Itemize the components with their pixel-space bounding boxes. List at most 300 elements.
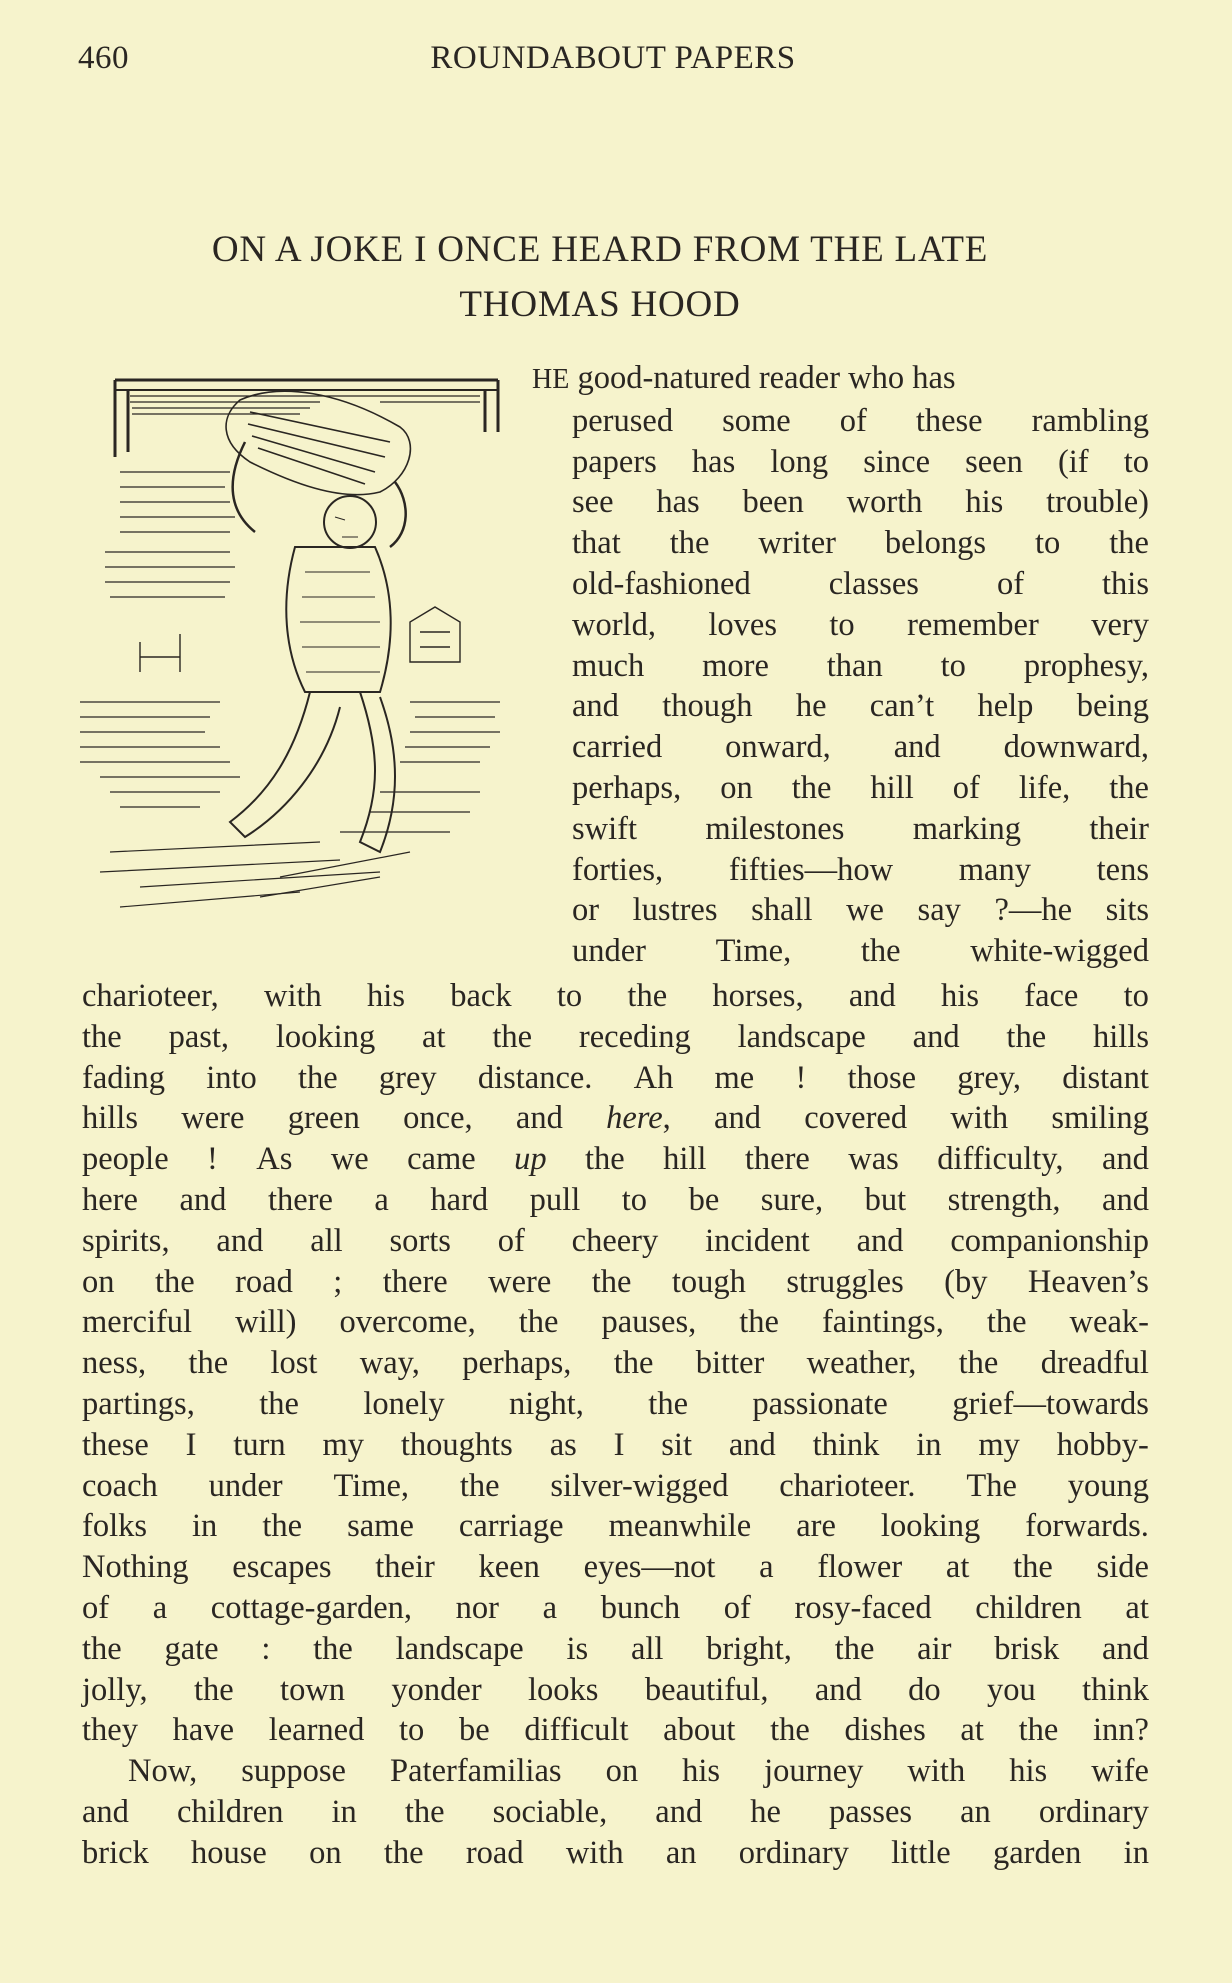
text-line [82,1792,1149,1833]
word: air [917,1630,952,1667]
chapter-title-line-1: ON A JOKE I ONCE HEARD FROM THE LATE [211,229,989,270]
word: was [848,1141,899,1178]
word: charioteer, [82,978,219,1014]
word: weak- [1069,1304,1149,1341]
word: carried [572,729,663,766]
text-line [572,523,1149,564]
word: to [556,978,583,1014]
word: keen [478,1549,540,1586]
word: yonder [391,1671,482,1708]
word: to [1123,978,1149,1014]
word: children [176,1793,284,1830]
word: fifties—how [728,851,894,888]
word: these [82,1426,149,1463]
word: see [572,484,614,521]
word: and [1101,1141,1149,1178]
word: in [916,1426,942,1463]
word: into [206,1059,257,1096]
word: shall [751,892,813,929]
word: bright, [706,1630,792,1667]
word: town [280,1671,346,1708]
word: the [1013,1549,1053,1586]
word: a [152,1589,168,1626]
word: my [978,1426,1020,1463]
word: up [514,1141,547,1178]
word: cheery [571,1222,659,1259]
word: pauses, [601,1304,697,1341]
word: help [977,688,1034,725]
word: ! [795,1059,807,1096]
word: The [966,1467,1017,1504]
word: learned [268,1712,365,1749]
text-line [572,890,1149,931]
text-line [82,1139,1149,1180]
word: Now, [128,1753,198,1790]
word: think [1082,1671,1149,1708]
body-paragraphs [82,976,1149,1874]
word: the [1006,1018,1047,1055]
word: struggles [786,1263,904,1300]
word: an [960,1793,991,1830]
word: belongs [884,525,987,562]
word: were [181,1100,245,1137]
word: ordinary [738,1834,849,1871]
text-line [572,727,1149,768]
word: road [465,1834,524,1871]
word: : [261,1630,271,1667]
word: ! [207,1141,218,1178]
word: sits [1105,892,1149,929]
word: since [863,443,930,480]
text-line [82,1547,1149,1588]
drop-cap-letter [438,400,478,460]
word: folks [82,1508,147,1545]
word: are [796,1508,836,1545]
text-line [572,809,1149,850]
word: on [605,1753,639,1790]
word: has [691,443,736,480]
word: some [722,402,791,439]
text-line [82,1833,1149,1874]
word: suppose [241,1753,346,1790]
word: distant [1062,1059,1149,1096]
word: green [287,1100,360,1137]
word: though [662,688,753,725]
word: on [82,1263,115,1300]
word: side [1096,1549,1149,1586]
word: As [256,1141,293,1178]
word: the [404,1793,445,1830]
page-number: 460 [78,40,129,76]
word: I [613,1426,625,1463]
chapter-title [100,222,1100,332]
word: his [1009,1753,1048,1790]
word: the [613,1345,654,1382]
word: as [549,1426,577,1463]
word: grief—towards [952,1385,1149,1422]
word: on [720,769,753,806]
word: grey, [957,1059,1022,1096]
word: prophesy, [1023,647,1149,684]
word: perhaps, [462,1345,572,1382]
word: their [375,1549,435,1586]
word: the [834,1630,875,1667]
word: and [572,688,619,725]
word: to [940,647,966,684]
word: the [492,1018,533,1055]
word: their [1089,810,1149,847]
word: more [702,647,769,684]
word: way, [359,1345,420,1382]
word: with [565,1834,624,1871]
word: with [950,1100,1009,1137]
text-line [532,358,1149,401]
word: hill [870,769,914,806]
word: the [154,1263,195,1300]
word: nor [455,1589,499,1626]
word: and [856,1222,904,1259]
word: landscape [395,1630,524,1667]
word: marking [912,810,1022,847]
word: and [893,729,941,766]
word: can’t [869,688,935,725]
word: old-fashioned [572,565,751,602]
text-line [572,605,1149,646]
word: the [770,1712,810,1749]
word: do [908,1671,941,1708]
word: people [82,1141,169,1178]
word: Paterfamilias [390,1753,562,1790]
text-line [82,1098,1149,1139]
text-line [82,1588,1149,1629]
word: in [331,1793,357,1830]
text-line [572,401,1149,442]
text-line [572,931,1149,972]
word: is [566,1630,589,1667]
word: dishes [844,1712,926,1749]
word: and [912,1018,960,1055]
word: with [264,978,322,1014]
word: an [665,1834,697,1871]
word: swift [572,810,637,847]
word: a [542,1589,558,1626]
word: turn [233,1426,286,1463]
word: the [82,1018,122,1055]
text-line [82,976,1149,1017]
word: looking [880,1508,981,1545]
word: and [655,1793,703,1830]
word: hobby- [1056,1426,1149,1463]
word: back [450,978,512,1014]
running-head [78,40,1148,90]
word: being [1076,688,1149,725]
word: overcome, [339,1304,476,1341]
word: and [814,1671,862,1708]
word: were [488,1263,552,1300]
word: passes [828,1793,913,1830]
word: of [497,1222,525,1259]
word: ness, [82,1345,147,1382]
text-line [82,1506,1149,1547]
word: has [656,484,700,521]
running-title: ROUNDABOUT PAPERS [430,40,796,76]
word: passionate [752,1385,888,1422]
word: face [1024,978,1079,1014]
word: and [714,1100,761,1137]
word: of [723,1589,751,1626]
word: the [518,1304,559,1341]
word: we [846,892,884,929]
word: coach [82,1467,158,1504]
word: be [688,1181,720,1218]
word: and [82,1793,129,1830]
word: (by [944,1263,988,1300]
word: milestones [705,810,845,847]
word: forwards. [1025,1508,1149,1545]
word: journey [764,1753,864,1790]
word: little [891,1834,951,1871]
text-line [82,1384,1149,1425]
word: tens [1096,851,1149,888]
word: house [191,1834,267,1871]
word: and [1102,1181,1149,1218]
word: night, [508,1385,584,1422]
word: world, [572,606,656,643]
word: spirits, [82,1222,170,1259]
word: rosy-faced [794,1589,932,1626]
word: a [759,1549,774,1586]
word: the [188,1345,229,1382]
text-line [572,564,1149,605]
word: eyes—not [583,1549,716,1586]
word: and [515,1100,563,1137]
word: same [347,1508,414,1545]
word: young [1067,1467,1149,1504]
word: the [1018,1712,1059,1749]
word: to [399,1712,425,1749]
word: ordinary [1038,1793,1149,1830]
word: this [1102,565,1149,602]
word: the [297,1059,338,1096]
word: his [367,978,405,1014]
word: remember [907,606,1039,643]
word: have [172,1712,235,1749]
word: carriage [458,1508,564,1545]
word: the [1109,769,1149,806]
word: the [193,1671,234,1708]
word: difficult [524,1712,629,1749]
word: worth [846,484,923,521]
word: will) [235,1304,297,1341]
text-line [82,1180,1149,1221]
drop-cap-continuation: HE [532,364,570,395]
word: in [1123,1834,1149,1871]
text-line [572,646,1149,687]
chapter-title-line-2: THOMAS HOOD [459,284,741,325]
text-line [572,482,1149,523]
word: Time, [333,1467,410,1504]
word: and [1101,1630,1149,1667]
word: he [795,688,827,725]
word: wife [1091,1753,1149,1790]
word: the [82,1630,122,1667]
word: and [179,1181,227,1218]
word: fading [82,1059,166,1096]
word: say [917,892,961,929]
word: there [267,1181,333,1218]
word: charioteer. [779,1467,916,1504]
word: tough [671,1263,746,1300]
word: to [1123,443,1149,480]
text-line [82,1058,1149,1099]
word: covered [804,1100,908,1137]
word: companionship [950,1222,1149,1259]
word: forties, [572,851,664,888]
word: the [627,978,668,1014]
word: on [309,1834,342,1871]
word: my [322,1426,365,1463]
word: pull [529,1181,581,1218]
word: Ah [633,1059,674,1096]
text-line [82,1302,1149,1343]
word: the [739,1304,779,1341]
text-line [82,1466,1149,1507]
word: past, [168,1018,230,1055]
word: he [750,1793,781,1830]
word: the [591,1263,632,1300]
word: the [1109,525,1149,562]
word: thoughts [400,1426,513,1463]
word: here, [606,1100,671,1137]
word: his [965,484,1004,521]
word: downward, [1003,729,1149,766]
word: sociable, [492,1793,608,1830]
word: gate [164,1630,219,1667]
word: we [330,1141,369,1178]
word: much [572,647,645,684]
word: the [648,1385,689,1422]
word: incident [705,1222,810,1259]
word: classes [828,565,919,602]
word: the [585,1141,625,1178]
text-line [82,1017,1149,1058]
text-line [82,1425,1149,1466]
word: at [960,1712,984,1749]
word: sure, [760,1181,824,1218]
word: with [907,1753,966,1790]
word: all [630,1630,664,1667]
text-line [572,442,1149,483]
word: weather, [806,1345,917,1382]
word: hard [430,1181,489,1218]
word: strength, [947,1181,1061,1218]
word: under [208,1467,283,1504]
word: these [915,402,983,439]
word: and [216,1222,264,1259]
word: onward, [725,729,831,766]
text-line [572,768,1149,809]
word: think [812,1426,880,1463]
word: in [192,1508,218,1545]
word: the [383,1834,424,1871]
word: rambling [1031,402,1149,439]
line-text: good-natured reader who has [569,360,956,396]
word: ?—he [994,892,1073,929]
word: children [975,1589,1082,1626]
word: lustres [632,892,718,929]
word: cottage-garden, [210,1589,413,1626]
word: at [1125,1589,1149,1626]
word: the [986,1304,1027,1341]
word: grey [378,1059,437,1096]
word: I [185,1426,197,1463]
text-line [82,1343,1149,1384]
word: the [262,1508,303,1545]
word: brick [82,1834,149,1871]
word: than [826,647,883,684]
word: jolly, [82,1671,148,1708]
opening-paragraph [532,358,1149,972]
word: escapes [232,1549,332,1586]
word: Heaven’s [1027,1263,1149,1300]
word: perhaps, [572,769,682,806]
word: distance. [477,1059,593,1096]
word: Time, [715,933,792,970]
word: many [958,851,1031,888]
word: smiling [1051,1100,1149,1137]
word: life, [1018,769,1071,806]
word: the [669,525,710,562]
word: beautiful, [644,1671,769,1708]
word: of [82,1589,110,1626]
word: landscape [737,1018,866,1055]
word: a [374,1181,389,1218]
word: seen [965,443,1023,480]
word: under [572,933,646,970]
word: ; [333,1263,343,1300]
word: receding [578,1018,691,1055]
word: all [310,1222,343,1259]
word: silver-wigged [550,1467,729,1504]
word: about [663,1712,736,1749]
word: writer [758,525,836,562]
word: hills [1092,1018,1149,1055]
text-line [82,1710,1149,1751]
text-line [82,1751,1149,1792]
word: flower [817,1549,903,1586]
word: me [714,1059,755,1096]
word: papers [572,443,657,480]
text-line [82,1262,1149,1303]
word: sit [661,1426,692,1463]
word: faintings, [821,1304,944,1341]
word: and [848,978,896,1014]
word: difficulty, [937,1141,1064,1178]
word: horses, [712,978,804,1014]
text-line [82,1629,1149,1670]
word: the [459,1467,500,1504]
word: be [459,1712,490,1749]
word: hill [663,1141,707,1178]
word: or [572,892,600,929]
word: came [407,1141,476,1178]
word: to [621,1181,648,1218]
word: looks [528,1671,599,1708]
word: Nothing [82,1549,189,1586]
word: of [952,769,980,806]
word: there [382,1263,448,1300]
text-line [572,686,1149,727]
